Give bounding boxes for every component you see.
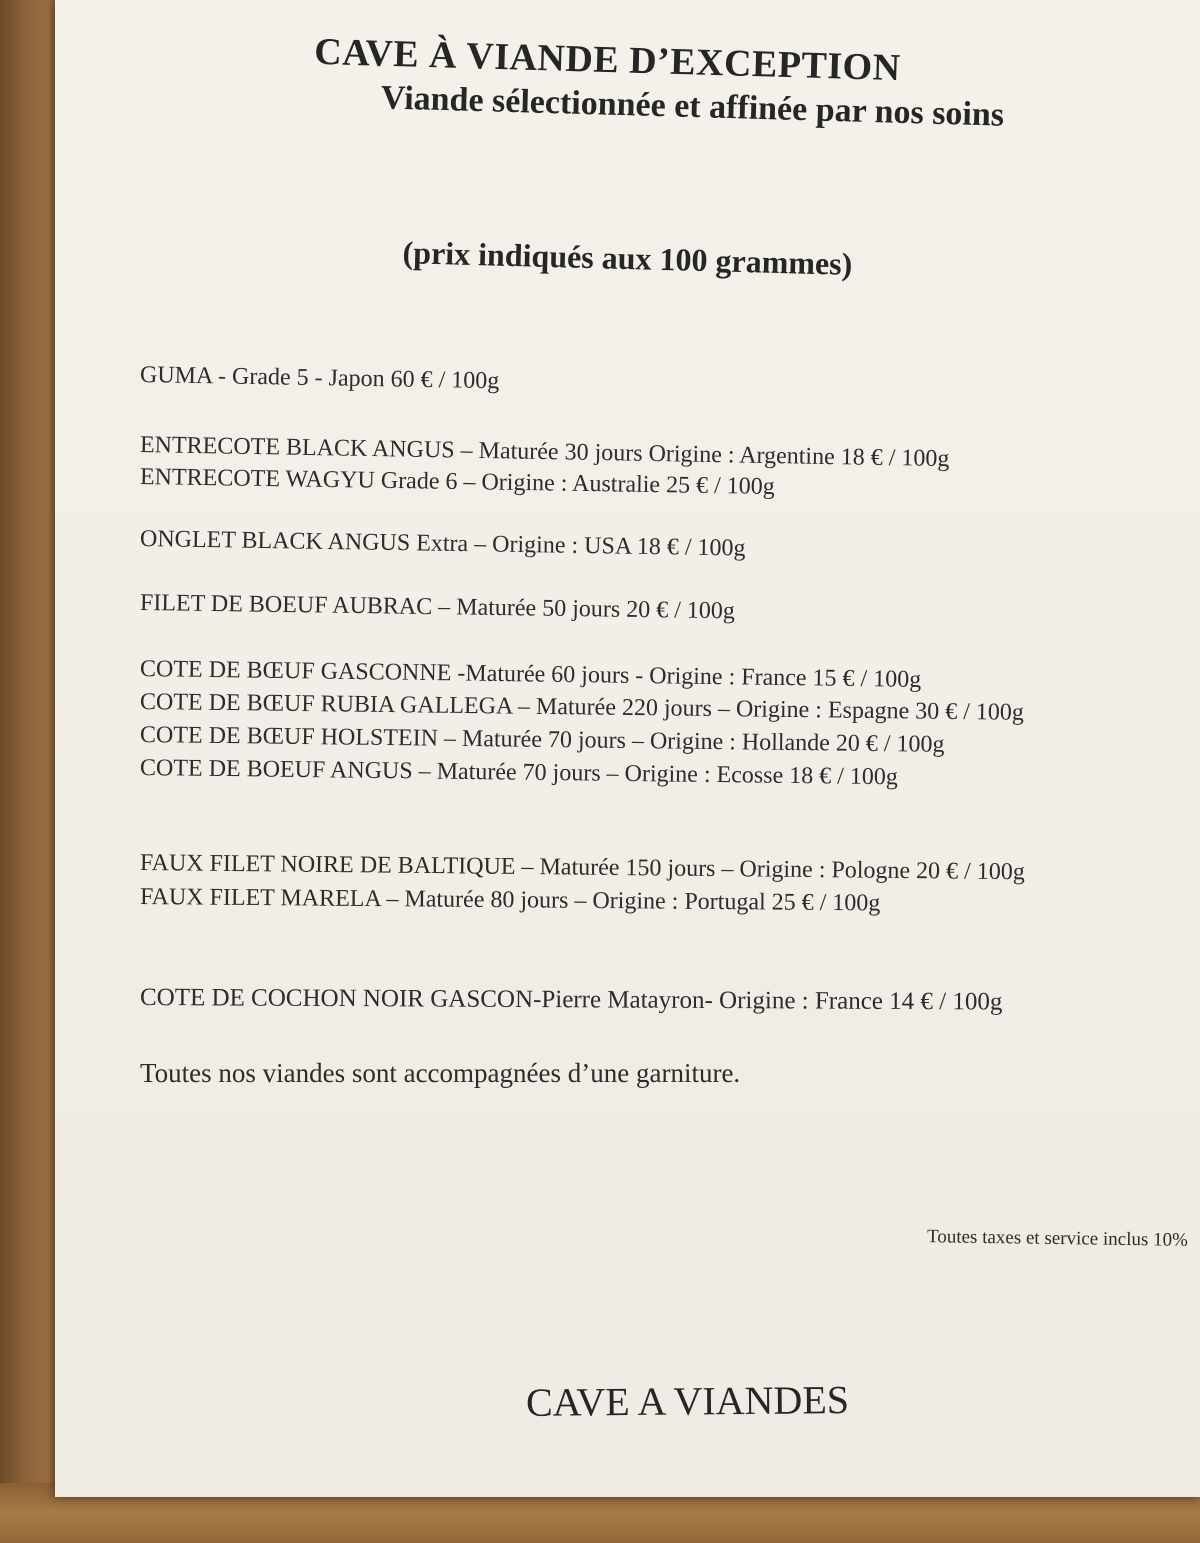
menu-item-entrecote-black-angus: ENTRECOTE BLACK ANGUS – Maturée 30 jours Origine : Argentine 18 € / 100g <box>139 432 950 473</box>
menu-item-onglet-black-angus: ONGLET BLACK ANGUS Extra – Origine : USA 18 € / 100g <box>139 526 746 562</box>
menu-item-faux-filet-marela: FAUX FILET MARELA – Maturée 80 jours – Origine : Portugal 25 € / 100g <box>139 884 881 917</box>
restaurant-signature: CAVE A VIANDES <box>525 1377 850 1425</box>
menu-item-filet-aubrac: FILET DE BOEUF AUBRAC – Maturée 50 jours 20 € / 100g <box>139 590 736 625</box>
menu-title: CAVE À VIANDE D’EXCEPTION <box>313 30 902 90</box>
menu-item-cote-boeuf-rubia-gallega: COTE DE BŒUF RUBIA GALLEGA – Maturée 220 jours – Origine : Espagne 30 € / 100g <box>139 689 1025 726</box>
menu-item-guma: GUMA - Grade 5 - Japon 60 € / 100g <box>139 362 500 395</box>
tax-service-note: Toutes taxes et service inclus 10% <box>926 1226 1189 1251</box>
price-unit-note: (prix indiqués aux 100 grammes) <box>402 234 853 282</box>
menu-item-cote-boeuf-angus: COTE DE BOEUF ANGUS – Maturée 70 jours – Origine : Ecosse 18 € / 100g <box>139 755 899 791</box>
garnish-note: Toutes nos viandes sont accompagnées d’une garniture. <box>140 1058 741 1088</box>
menu-item-entrecote-wagyu: ENTRECOTE WAGYU Grade 6 – Origine : Australie 25 € / 100g <box>139 464 775 500</box>
menu-item-cote-boeuf-gasconne: COTE DE BŒUF GASCONNE -Maturée 60 jours - Origine : France 15 € / 100g <box>139 656 922 693</box>
menu-subtitle: Viande sélectionnée et affinée par nos soins <box>380 79 1005 134</box>
menu-sheet <box>55 0 1200 1497</box>
menu-item-cote-boeuf-holstein: COTE DE BŒUF HOLSTEIN – Maturée 70 jours – Origine : Hollande 20 € / 100g <box>139 722 945 758</box>
menu-item-cote-cochon-noir: COTE DE COCHON NOIR GASCON-Pierre Matayron- Origine : France 14 € / 100g <box>139 984 1003 1016</box>
menu-item-faux-filet-baltique: FAUX FILET NOIRE DE BALTIQUE – Maturée 150 jours – Origine : Pologne 20 € / 100g <box>139 850 1025 886</box>
